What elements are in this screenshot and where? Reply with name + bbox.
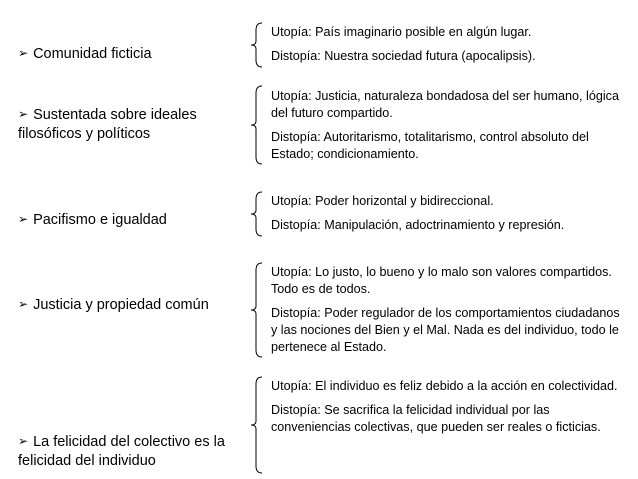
row-2-utopia: Utopía: Justicia, naturaleza bondadosa del ser humano, lógica del futuro compartido.: [271, 89, 619, 120]
row-4-title: ➢ Justicia y propiedad común: [18, 296, 248, 315]
row-1-definitions: [271, 24, 626, 65]
brace-icon: [250, 376, 264, 474]
row-5-definitions: [271, 378, 626, 436]
row-4-definitions: [271, 264, 626, 356]
row-3-title: ➢ Pacifismo e igualdad: [18, 211, 248, 230]
row-1-title: ➢ Comunidad ficticia: [18, 45, 248, 64]
row-3-definitions: [271, 193, 626, 234]
row-5-title: ➢ La felicidad del colectivo es la felicidad del individuo: [18, 433, 248, 471]
row-3-distopia: Distopía: Manipulación, adoctrinamiento y represión.: [271, 218, 565, 232]
row-1-distopia: Distopía: Nuestra sociedad futura (apocalipsis).: [271, 49, 536, 63]
brace-icon: [250, 191, 264, 237]
brace-icon: [250, 262, 264, 358]
brace-icon: [250, 85, 264, 165]
row-3-utopia: Utopía: Poder horizontal y bidireccional.: [271, 194, 494, 208]
row-1-utopia: Utopía: País imaginario posible en algún lugar.: [271, 25, 532, 39]
row-2-distopia: Distopía: Autoritarismo, totalitarismo, control absoluto del Estado; condicionamiento.: [271, 130, 589, 161]
brace-icon: [250, 22, 264, 68]
row-5-utopia: Utopía: El individuo es feliz debido a la acción en colectividad.: [271, 379, 618, 393]
row-2-definitions: [271, 88, 626, 163]
row-2-title: ➢ Sustentada sobre ideales filosóficos y políticos: [18, 106, 248, 144]
row-4-utopia: Utopía: Lo justo, lo bueno y lo malo son valores compartidos. Todo es de todos.: [271, 265, 612, 296]
row-4-distopia: Distopía: Poder regulador de los comportamientos ciudadanos y las nociones del Bien y el Mal. Nada es del individuo, todo le pertenece al Estado.: [271, 306, 620, 354]
row-5-distopia: Distopía: Se sacrifica la felicidad individual por las conveniencias colectivas, que pueden ser reales o ficticias.: [271, 403, 601, 434]
